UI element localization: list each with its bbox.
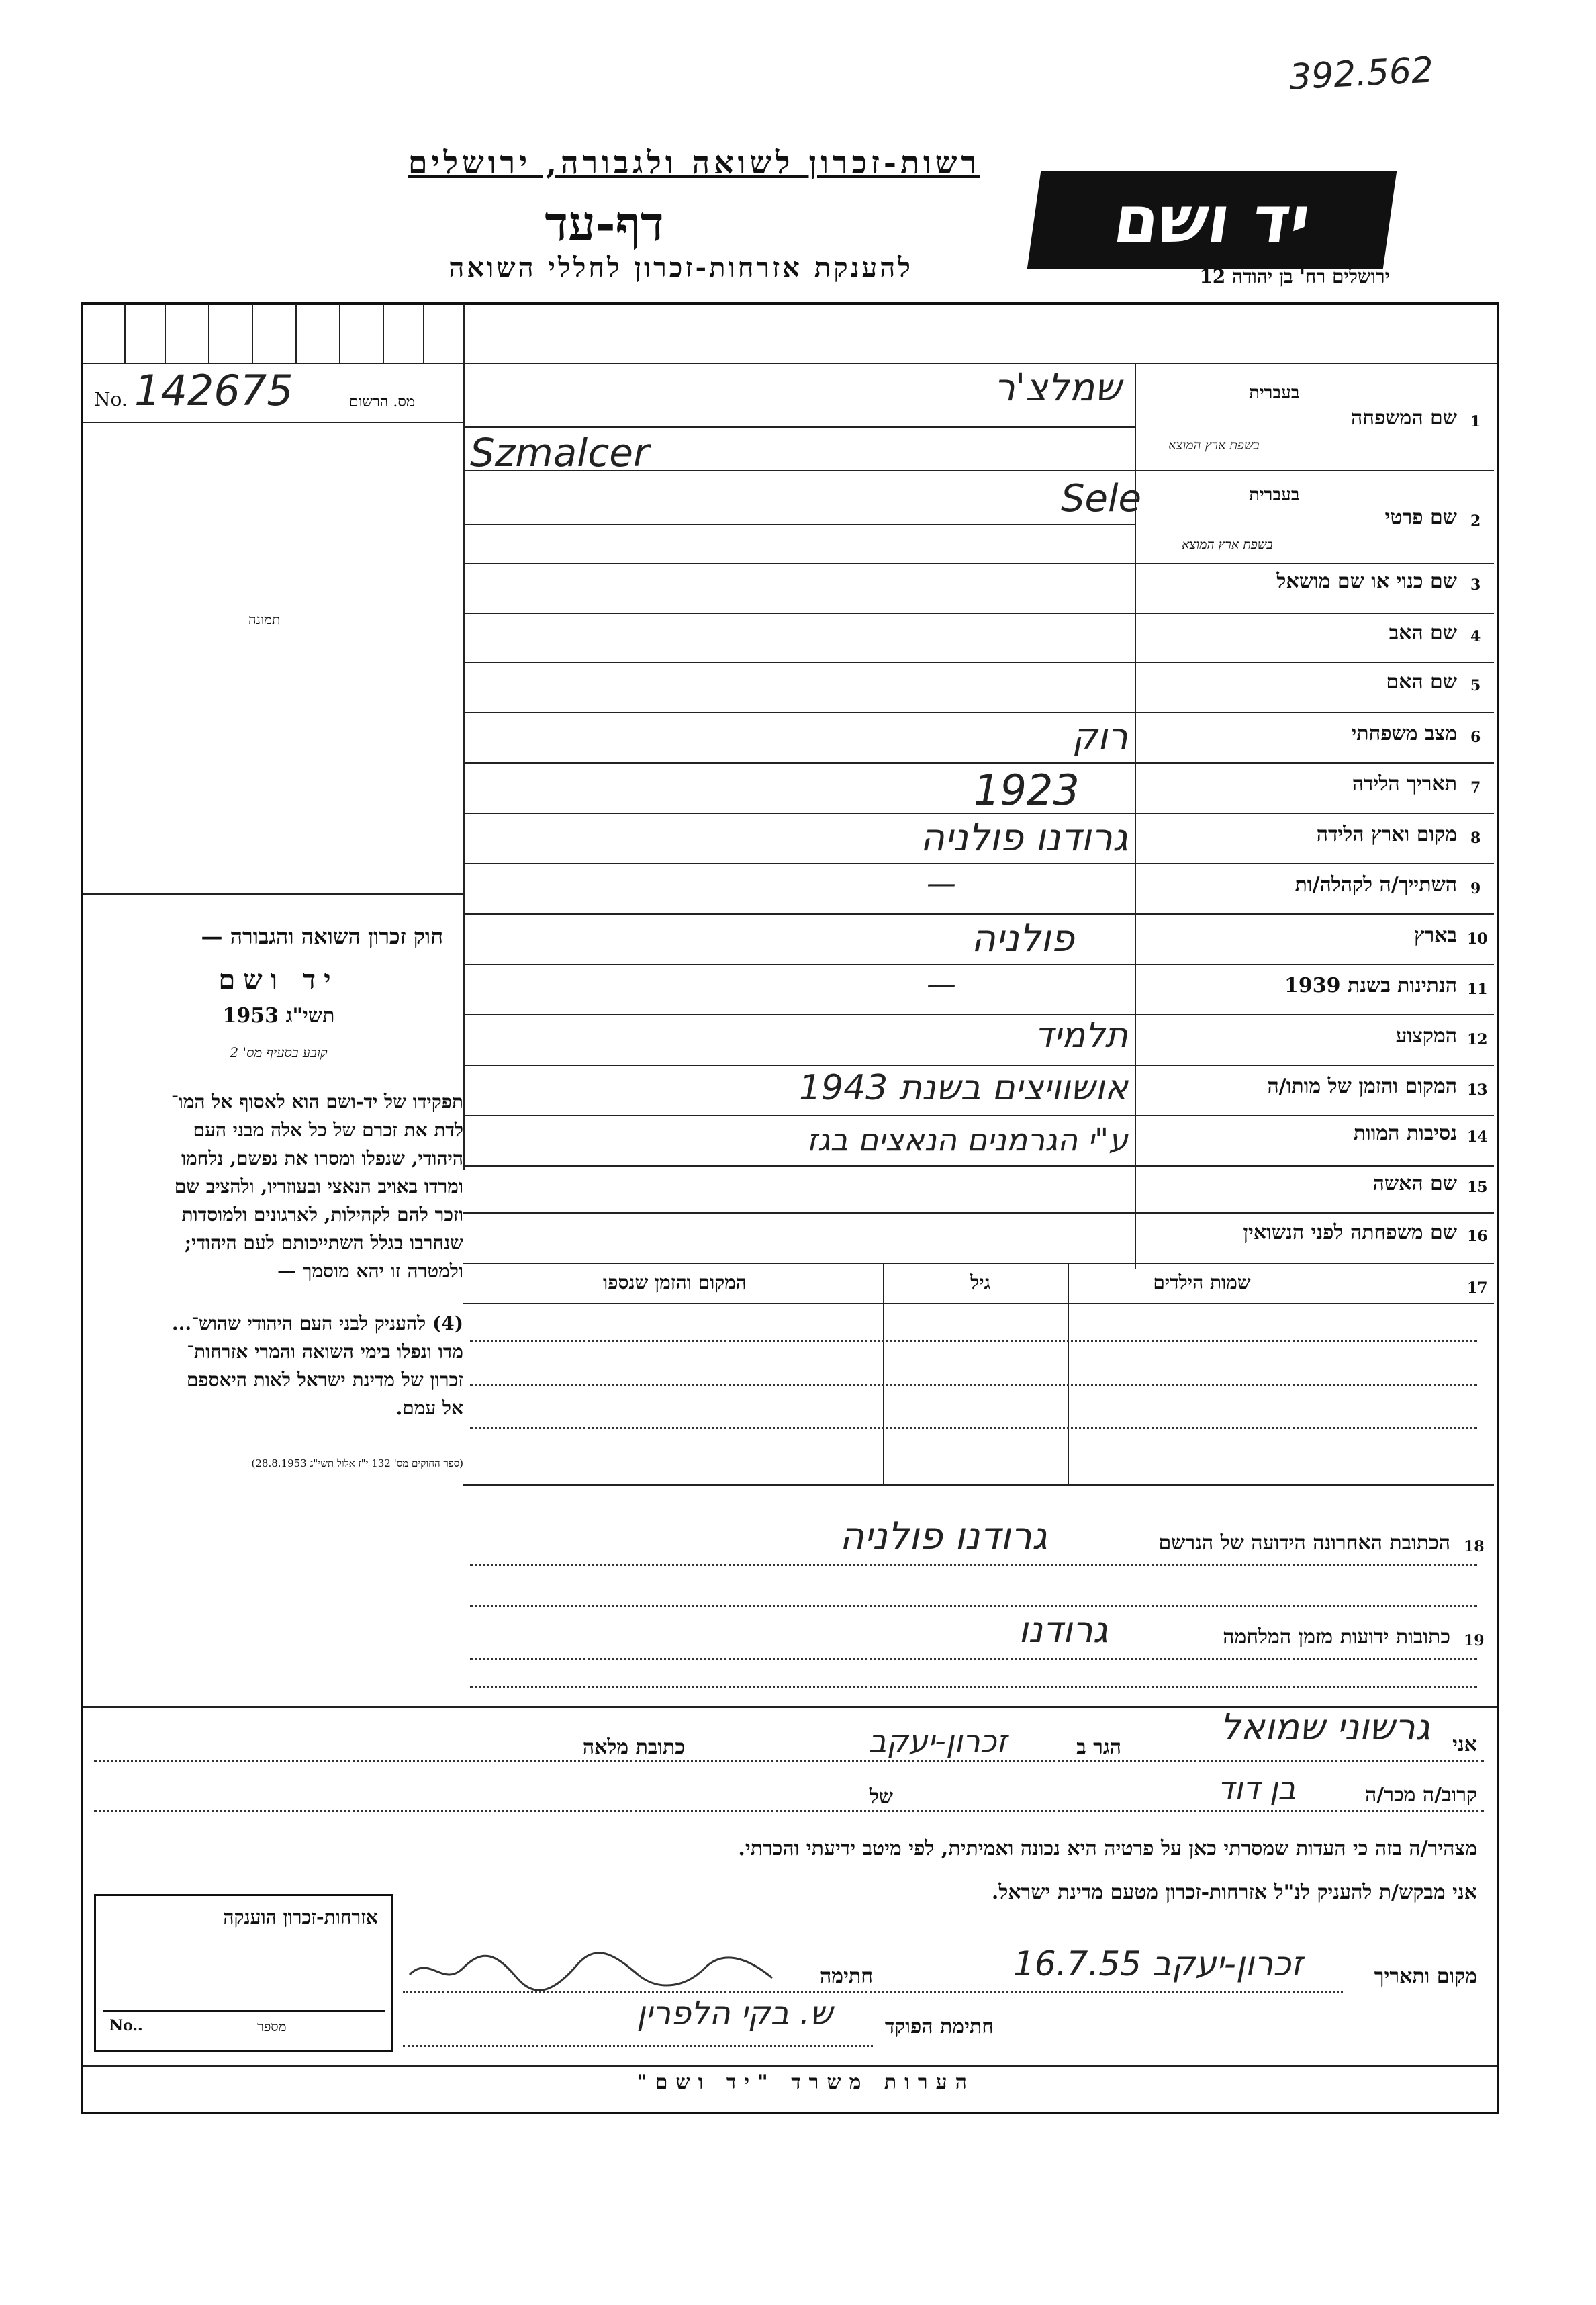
law-line: אל עמם. — [395, 1397, 463, 1419]
field-6-value: רוק — [1072, 715, 1128, 758]
children-col-age: גיל — [970, 1271, 990, 1294]
citizenship-box — [94, 1894, 393, 2052]
field-18-value: גרודנו פולניה — [839, 1515, 1047, 1558]
citizenship-number-label: מספר — [257, 2018, 287, 2034]
registration-number: 142675 — [134, 366, 293, 415]
law-line: שנחרבו בגלל השתייכותם לעם היהודי; — [184, 1232, 463, 1254]
law-title: חוק זכרון השואה והגבורה — — [201, 923, 443, 949]
field-7-value: 1923 — [974, 766, 1080, 815]
field-8-value: גרודנו פולניה — [920, 816, 1128, 860]
field-3-number: 3 — [1470, 576, 1481, 594]
field-12-number: 12 — [1467, 1031, 1488, 1048]
registration-no-label: No. — [94, 388, 128, 410]
field-9-label: השתייך/ה לקהלה/ות — [1295, 873, 1457, 897]
relative-label: קרוב/ה מכר/ה — [1365, 1783, 1477, 1807]
field-1-number: 1 — [1470, 413, 1481, 431]
field-7-number: 7 — [1470, 779, 1481, 797]
field-5-label: שם האם — [1386, 670, 1457, 694]
field-3-label: שם כנוי או שם מושאל — [1276, 570, 1457, 593]
field-15-number: 15 — [1467, 1179, 1488, 1196]
field-16-label: שם משפחתה לפני הנשואין — [1243, 1221, 1457, 1245]
signature-scribble — [403, 1948, 779, 1995]
field-19-value: גרודנו — [1018, 1609, 1108, 1651]
law-year: תשי"ג 1953 — [222, 1004, 335, 1028]
authority-title: רשות-זכרון לשואה ולגבורה, ירושלים — [408, 144, 980, 181]
law-line: ולמטרה זו יהא מוסמך — — [277, 1260, 463, 1282]
relative-value: בן דוד — [1217, 1770, 1296, 1806]
resides-value: זכרון-יעקב — [868, 1723, 1007, 1759]
law-line: תפקידו של יד-ושם הוא לאסוף אל המו־ — [171, 1091, 463, 1113]
field-5-number: 5 — [1470, 677, 1481, 694]
field-1-value-hebrew: שמלצ'ר — [994, 366, 1121, 410]
field-2-sub-foreign: בשפת ארץ המוצא — [1182, 537, 1273, 552]
field-2-label: שם פרטי — [1384, 506, 1457, 529]
declarant-label: אני — [1452, 1733, 1477, 1756]
children-col-names: שמות הילדים — [1153, 1271, 1251, 1294]
field-10-label: בארץ — [1413, 923, 1457, 947]
place-date-label: מקום ותאריך — [1374, 1964, 1477, 1988]
archive-reference: 392.562 — [1288, 50, 1435, 98]
field-4-label: שם האב — [1389, 621, 1457, 645]
field-10-value: פולניה — [971, 917, 1074, 960]
law-line: (4) להעניק לבני העם היהודי שהוש־... — [171, 1312, 463, 1335]
field-13-label: המקום והזמן של מותו/ה — [1267, 1075, 1457, 1098]
law-line: ומרדו באויב הנאצי ובעוזריו, ולהציב שם — [174, 1175, 463, 1197]
field-15-label: שם האשה — [1372, 1172, 1457, 1195]
law-line: זכרון של מדינת ישראל לאות היאספם — [186, 1369, 463, 1391]
children-number: 17 — [1467, 1279, 1488, 1297]
officer-value: ש. בקי הלפרין — [637, 1995, 833, 2032]
law-paragraph-1 — [101, 1088, 463, 1285]
form-title: דף-עד — [545, 195, 664, 252]
law-footnote: (ספר החוקים מס' 132 י"ז אלול תשי"ג 28.8.1953) — [251, 1457, 463, 1470]
place-date-value: זכרון-יעקב 16.7.55 — [1013, 1944, 1303, 1983]
office-notes: הערות משרד "יד ושם" — [637, 2071, 975, 2094]
field-1-sub-foreign: בשפת ארץ המוצא — [1168, 438, 1260, 453]
field-19-number: 19 — [1464, 1632, 1485, 1649]
field-9-number: 9 — [1470, 880, 1481, 897]
full-address-label: כתובת מלאה — [582, 1735, 685, 1759]
field-13-value: אושוויצים בשנת 1943 — [798, 1068, 1128, 1108]
children-col-place: המקום והזמן שנספו — [603, 1271, 747, 1294]
officer-label: חתימת הפוקד — [884, 2015, 994, 2038]
field-14-label: נסיבות המוות — [1353, 1122, 1457, 1145]
field-10-number: 10 — [1467, 930, 1488, 948]
field-2-value-foreign: Sele — [1061, 477, 1142, 521]
law-line: לדת את זכרם של כל אלה מבני העם — [193, 1119, 463, 1141]
law-line: וזכר להם לקהילות, לארגונים ולמוסדות — [181, 1204, 463, 1226]
field-12-value: תלמיד — [1034, 1015, 1128, 1056]
field-7-label: תאריך הלידה — [1352, 772, 1457, 796]
registration-label: מס. הרשום — [349, 394, 415, 410]
field-4-number: 4 — [1470, 628, 1481, 645]
field-11-number: 11 — [1467, 981, 1488, 998]
field-16-number: 16 — [1467, 1228, 1488, 1245]
field-18-number: 18 — [1464, 1538, 1485, 1555]
address: ירושלים רח' בן יהודה 12 — [1199, 265, 1390, 287]
law-clause: קובע בסעיף מס' 2 — [230, 1044, 328, 1060]
law-line: מדו ונפלו בימי השואה והמרי אזרחות־ — [187, 1341, 463, 1363]
field-2-number: 2 — [1470, 512, 1481, 530]
citizenship-title: אזרחות-זכרון הוענקה — [223, 1906, 378, 1928]
yad-vashem-logo — [1027, 171, 1397, 269]
field-19-label: כתובות ידועות מזמן המלחמה — [1223, 1625, 1450, 1649]
field-14-value: ע"י הגרמנים הנאצים בגז — [806, 1122, 1128, 1158]
field-9-value: — — [927, 866, 956, 901]
field-1-value-foreign: Szmalcer — [470, 430, 649, 476]
field-1-label: שם המשפחה — [1350, 406, 1457, 430]
field-14-number: 14 — [1467, 1128, 1488, 1146]
law-paragraph-2 — [101, 1310, 463, 1422]
field-1-sub-hebrew: בעברית — [1249, 383, 1300, 403]
field-18-label: הכתובת האחרונה הידועה של הנרשם — [1158, 1531, 1450, 1555]
field-12-label: המקצוע — [1395, 1024, 1457, 1048]
field-11-label: הנתינות בשנת 1939 — [1284, 974, 1457, 997]
field-13-number: 13 — [1467, 1081, 1488, 1099]
resides-label: הגר ב — [1076, 1735, 1121, 1759]
declarant-value: גרשוני שמואל — [1219, 1706, 1430, 1748]
field-8-number: 8 — [1470, 829, 1481, 847]
field-11-value: — — [927, 967, 956, 1001]
law-line: היהודי, שנפלו ומסרו את נפשם, נלחמו — [181, 1147, 463, 1169]
form-subtitle: להענקת אזרחות-זכרון לחללי השואה — [449, 252, 913, 283]
law-name: יד ושם — [218, 964, 339, 995]
field-6-label: מצב משפחתי — [1351, 722, 1457, 745]
logo-lettering: יד ושם — [1109, 182, 1315, 257]
of-label: של — [869, 1785, 893, 1809]
photo-label: תמונה — [248, 611, 281, 627]
field-6-number: 6 — [1470, 729, 1481, 746]
field-2-sub-hebrew: בעברית — [1249, 485, 1300, 505]
citizenship-no-label: No.. — [109, 2017, 143, 2034]
statement-2: אני מבקש/ת להעניק לנ"ל אזרחות-זכרון מטעם מדינת ישראל. — [991, 1881, 1477, 1904]
field-8-label: מקום וארץ הלידה — [1316, 823, 1457, 846]
statement-1: מצהיר/ה בזה כי העדות שמסרתי כאן על פרטיה היא נכונה ואמיתית, לפי מיטב ידיעתי והכרתי. — [738, 1837, 1477, 1860]
signature-label: חתימה — [820, 1964, 873, 1988]
